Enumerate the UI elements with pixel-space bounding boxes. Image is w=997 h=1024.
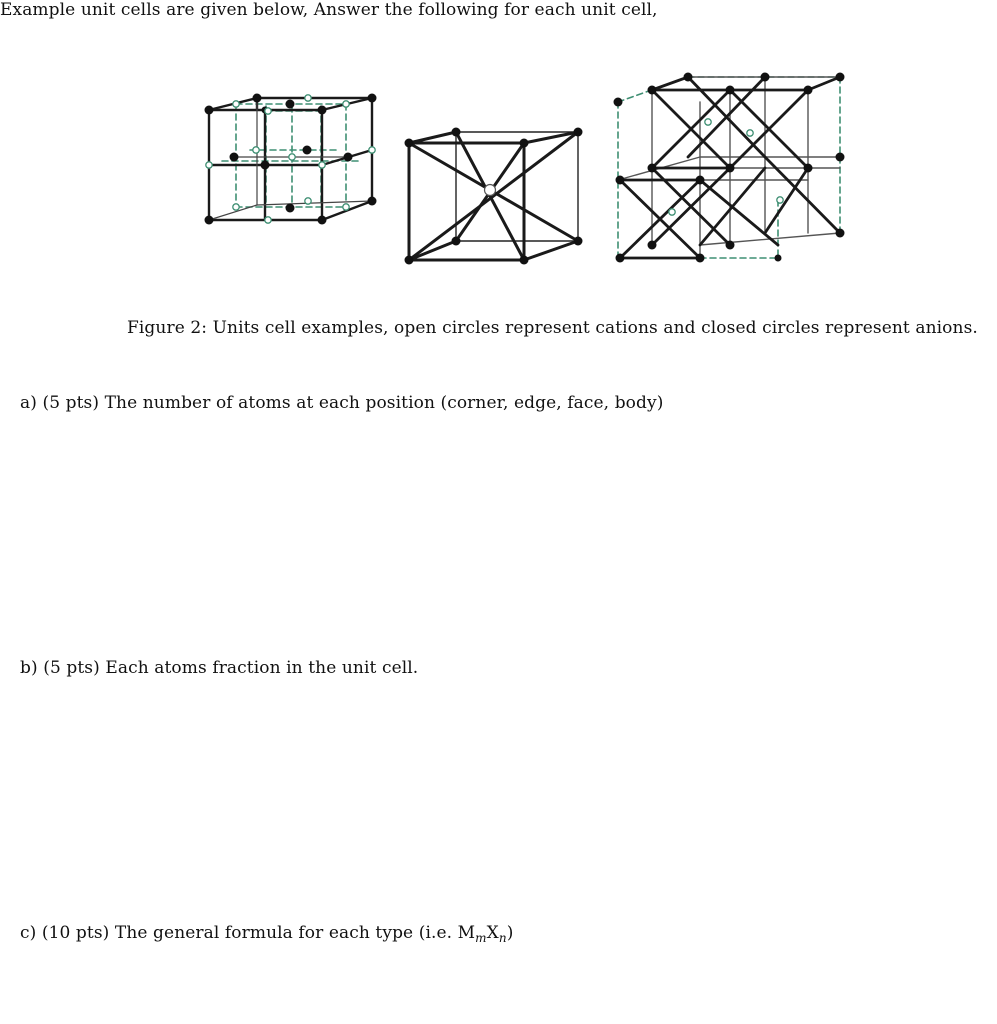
question-a: a) (5 pts) The number of atoms at each position (corner, edge, face, body) <box>20 393 664 413</box>
question-c <box>20 923 513 945</box>
formula-m: M <box>457 923 476 943</box>
unit-cell-rocksalt <box>205 94 377 225</box>
intro-text: Example unit cells are given below, Answer the following for each unit cell, <box>0 0 658 20</box>
unit-cell-cesium-chloride <box>405 128 583 265</box>
question-c-text: c) (10 pts) The general formula for each type (i.e. <box>20 923 458 943</box>
figure-caption: Figure 2: Units cell examples, open circles represent cations and closed circles represent anions. <box>127 318 978 338</box>
question-b: b) (5 pts) Each atoms fraction in the unit cell. <box>20 658 419 678</box>
unit-cells-figure <box>195 66 860 272</box>
formula-m-subscript: m <box>475 931 487 945</box>
formula-n-subscript: n <box>498 931 507 945</box>
unit-cell-fluorite <box>614 73 845 263</box>
formula-x: X <box>486 923 499 943</box>
question-c-suffix: ) <box>506 923 514 943</box>
